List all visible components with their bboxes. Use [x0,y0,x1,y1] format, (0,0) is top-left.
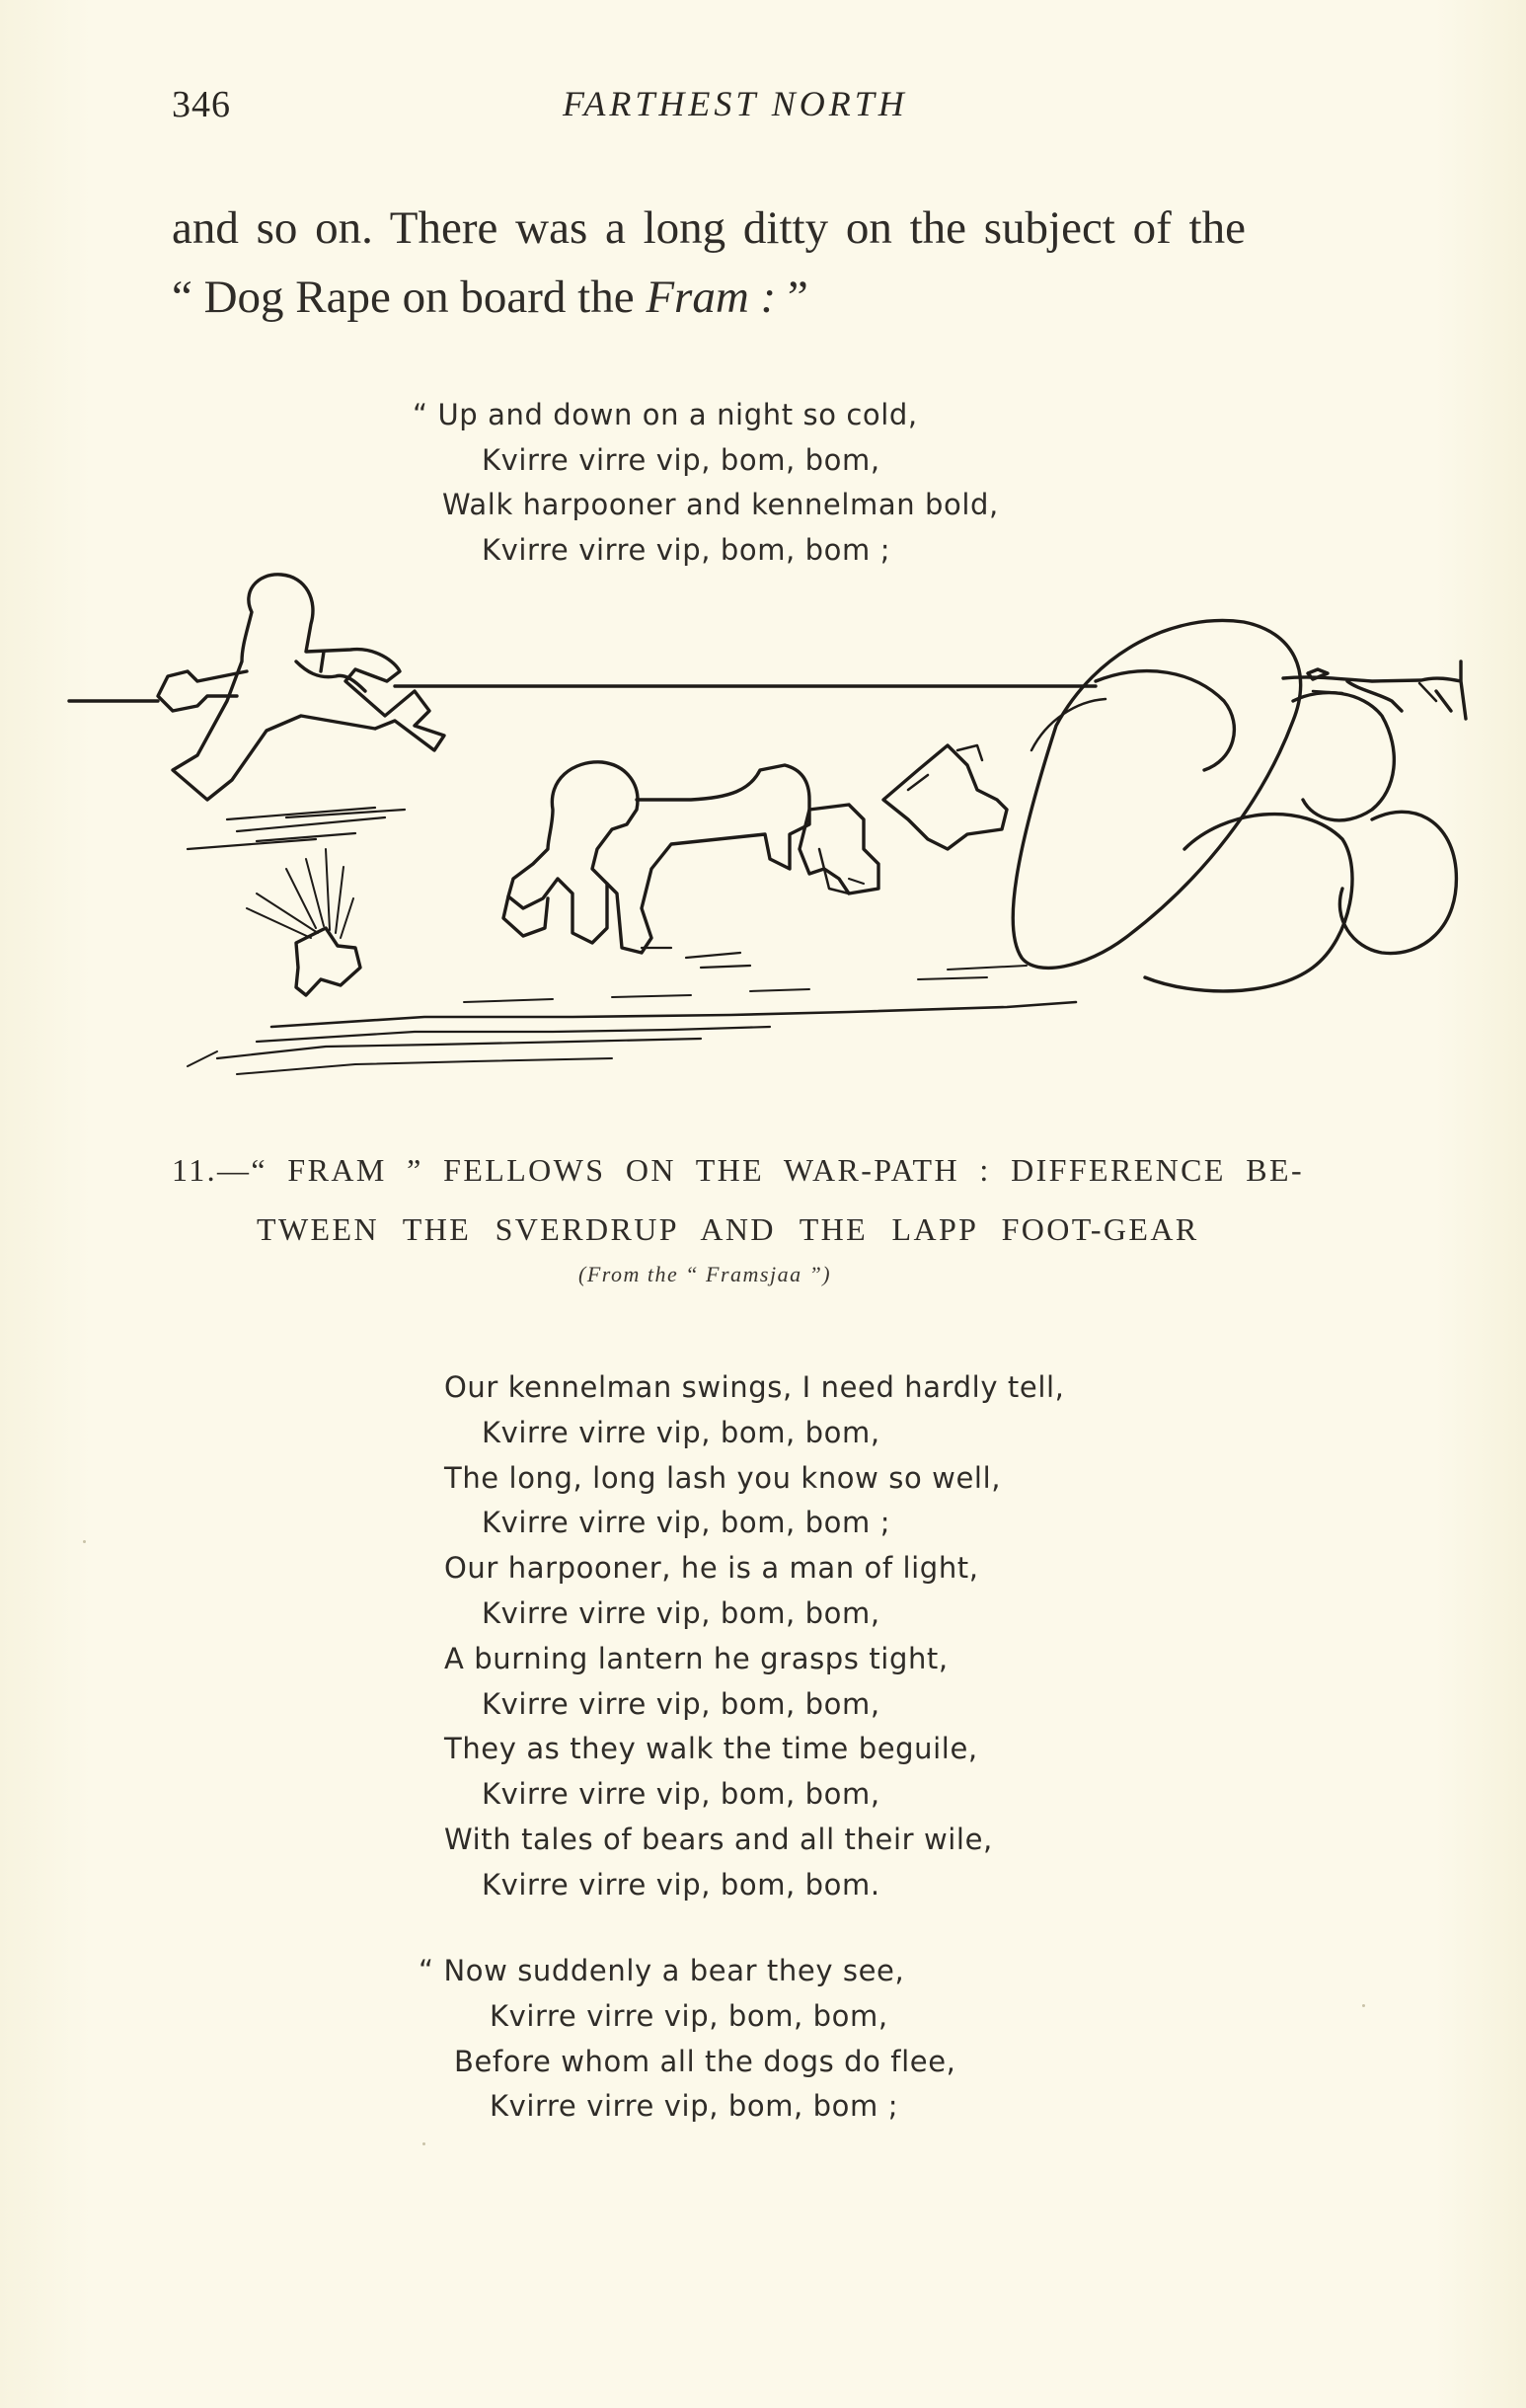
figure-caption [172,1140,1396,1259]
verse-line: Kvirre virre vip, bom, bom, [482,442,880,477]
verse-line: With tales of bears and all their wile, [444,1822,993,1856]
verse-line: Kvirre virre vip, bom, bom, [482,1777,880,1812]
verse-line: Kvirre virre vip, bom, bom ; [482,1506,891,1540]
intro-fram-italic: Fram : [646,272,777,323]
intro-line-2 [172,263,1396,332]
verse-line: Kvirre virre vip, bom, bom ; [482,532,891,567]
paper-speck [83,1540,86,1543]
verse-line: They as they walk the time beguile, [444,1732,978,1766]
verse-stanza-3 [419,1949,955,2130]
verse-line: “ Up and down on a night so cold, [413,398,918,431]
paper-speck [1362,2004,1365,2007]
verse-line: Kvirre virre vip, bom, bom, [482,1686,880,1721]
verse-line: Kvirre virre vip, bom, bom ; [490,2089,899,2124]
verse-stanza-1 [413,393,999,573]
verse-line: Walk harpooner and kennelman bold, [442,488,999,521]
verse-line: Kvirre virre vip, bom, bom, [490,1998,888,2033]
intro-line-1: and so on. There was a long ditty on the subject of the [172,202,1246,254]
paper-speck [422,2142,425,2145]
intro-line-2-start: “ Dog Rape on board the [172,272,647,323]
verse-line: The long, long lash you know so well, [444,1460,1002,1495]
verse-line: Before whom all the dogs do flee, [454,2044,956,2078]
verse-line: Our kennelman swings, I need hardly tell, [444,1370,1065,1404]
caption-line-1: 11.—“ FRAM ” FELLOWS ON THE WAR-PATH : DIFFERENCE BE- [172,1152,1305,1188]
intro-line-2-end: ” [776,272,808,323]
caption-line-2: TWEEN THE SVERDRUP AND THE LAPP FOOT-GEAR [257,1211,1199,1247]
verse-line: Our harpooner, he is a man of light, [444,1551,979,1586]
caption-source: (From the “ Framsjaa ”) [578,1262,832,1286]
sketch-illustration-icon [59,553,1490,1086]
verse-line: Kvirre virre vip, bom, bom, [482,1415,880,1449]
verse-line: “ Now suddenly a bear they see, [419,1954,905,1987]
running-title: FARTHEST NORTH [563,84,908,123]
intro-paragraph [172,194,1396,332]
page-number: 346 [172,84,231,125]
page-header [172,83,1386,132]
verse-line: Kvirre virre vip, bom, bom, [482,1595,880,1630]
verse-line: A burning lantern he grasps tight, [444,1641,949,1675]
verse-line: Kvirre virre vip, bom, bom. [482,1867,880,1902]
verse-stanza-2 [444,1365,1064,1908]
